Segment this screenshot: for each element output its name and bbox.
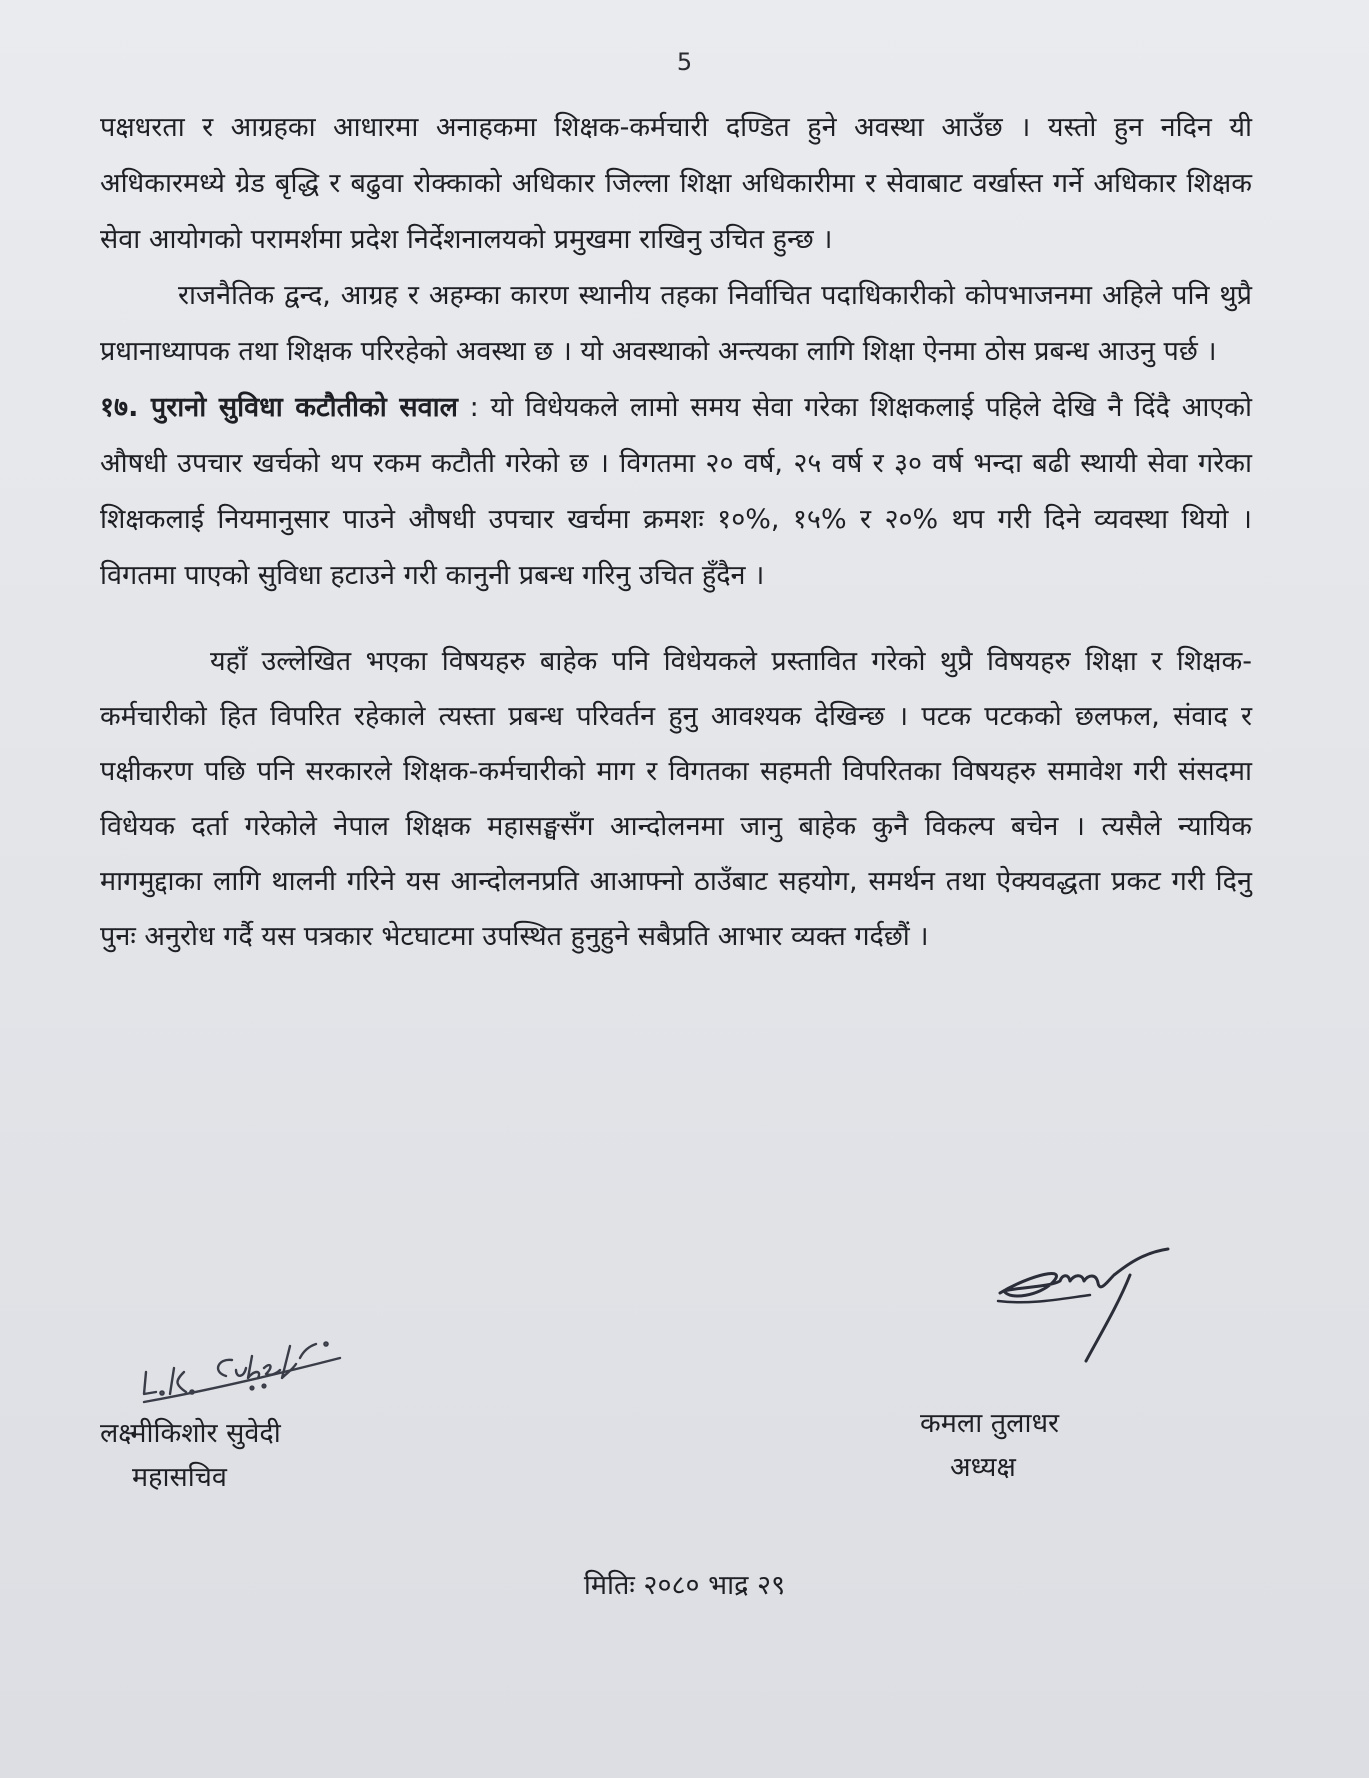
- signature-kamala-tuladhar: [990, 1235, 1240, 1365]
- document-body: [100, 100, 1252, 964]
- signature-lk-subedi: [140, 1300, 390, 1410]
- page-number: 5: [676, 48, 693, 76]
- signer-left-name: लक्ष्मीकिशोर सुवेदी: [100, 1418, 281, 1449]
- paragraph-3: [100, 380, 1252, 604]
- signer-right-title: अध्यक्ष: [950, 1452, 1016, 1483]
- signer-right-block: [920, 1402, 1059, 1490]
- section-17-text: : यो विधेयकले लामो समय सेवा गरेका शिक्षकलाई पहिले देखि नै दिंदै आएको औषधी उपचार खर्चको थप रकम कटौती गरेको छ । विगतमा २० वर्ष, २५ वर्ष र ३० वर्ष भन्दा बढी स्थायी सेवा गरेका शिक्षकलाई नियमानुसार पाउने औषधी उपचार खर्चमा क्रमशः १०%, १५% र २०% थप गरी दिने व्यवस्था थियो । विगतमा पाएको सुविधा हटाउने गरी कानुनी प्रबन्ध गरिनु उचित हुँदैन ।: [100, 392, 1252, 591]
- document-date: मितिः २०८० भाद्र २९: [583, 1570, 786, 1601]
- paragraph-gap: [100, 604, 1252, 634]
- paragraph-2: राजनैतिक द्वन्द, आग्रह र अहम्का कारण स्थानीय तहका निर्वाचित पदाधिकारीको कोपभाजनमा अहिले पनि थुप्रै प्रधानाध्यापक तथा शिक्षक परिरहेको अवस्था छ । यो अवस्थाको अन्त्यका लागि शिक्षा ऐनमा ठोस प्रबन्ध आउनु पर्छ ।: [100, 280, 1252, 367]
- section-17-heading: १७. पुरानो सुविधा कटौतीको सवाल: [100, 392, 458, 423]
- closing-paragraph: यहाँ उल्लेखित भएका विषयहरु बाहेक पनि विधेयकले प्रस्तावित गरेको थुप्रै विषयहरु शिक्षा र शिक्षक-कर्मचारीको हित विपरित रहेकाले त्यस्ता प्रबन्ध परिवर्तन हुनु आवश्यक देखिन्छ । पटक पटकको छलफल, संवाद र पक्षीकरण पछि पनि सरकारले शिक्षक-कर्मचारीको माग र विगतका सहमती विपरितका विषयहरु समावेश गरी संसदमा विधेयक दर्ता गरेकोले नेपाल शिक्षक महासङ्घसँग आन्दोलनमा जानु बाहेक कुनै विकल्प बचेन । त्यसैले न्यायिक मागमुद्दाका लागि थालनी गरिने यस आन्दोलनप्रति आआफ्नो ठाउँबाट सहयोग, समर्थन तथा ऐक्यवद्धता प्रकट गरी दिनु पुनः अनुरोध गर्दै यस पत्रकार भेटघाटमा उपस्थित हुनुहुने सबैप्रति आभार व्यक्त गर्दछौं ।: [100, 646, 1252, 952]
- signer-left-title: महासचिव: [132, 1462, 227, 1493]
- paragraph-1: पक्षधरता र आग्रहका आधारमा अनाहकमा शिक्षक-कर्मचारी दण्डित हुने अवस्था आउँछ । यस्तो हुन नदिन यी अधिकारमध्ये ग्रेड बृद्धि र बढुवा रोक्काको अधिकार जिल्ला शिक्षा अधिकारीमा र सेवाबाट वर्खास्त गर्ने अधिकार शिक्षक सेवा आयोगको परामर्शमा प्रदेश निर्देशनालयको प्रमुखमा राखिनु उचित हुन्छ ।: [100, 112, 1252, 255]
- signer-right-name: कमला तुलाधर: [920, 1408, 1060, 1439]
- signer-left-block: [100, 1412, 281, 1500]
